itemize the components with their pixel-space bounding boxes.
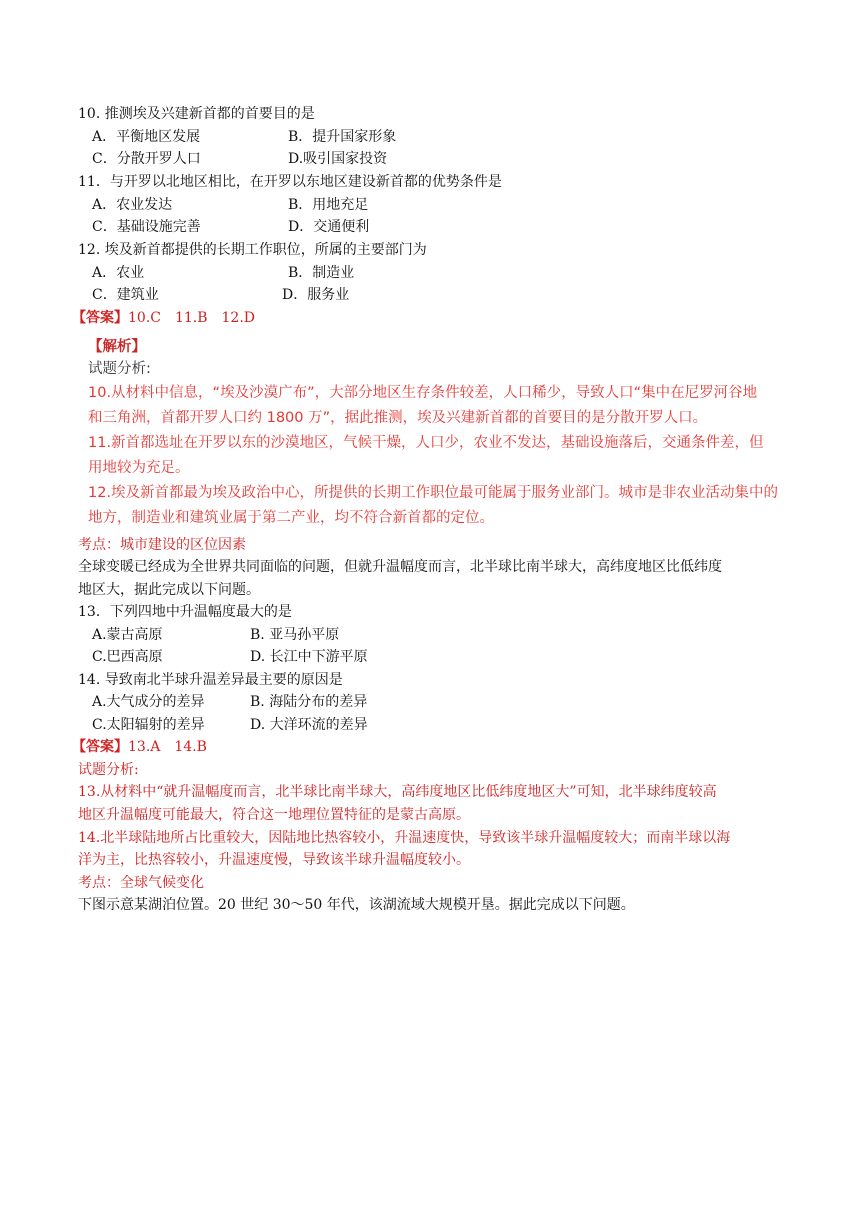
- q14-option-c: C.太阳辐射的差异: [92, 717, 205, 733]
- q12-option-c: C．建筑业: [92, 287, 159, 303]
- answer-label: 【答案】: [72, 739, 128, 755]
- q12-stem: 12. 埃及新首都提供的长期工作职位，所属的主要部门为: [78, 242, 427, 258]
- analysis-line: 和三角洲，首都开罗人口约 1800 万”，据此推测，埃及兴建新首都的首要目的是分散开罗人口。: [88, 410, 708, 426]
- analysis-header: 【解析】: [88, 339, 146, 355]
- answer-value: 13.A 14.B: [128, 739, 207, 755]
- analysis2-line: 地区升温幅度可能最大，符合这一地理位置特征的是蒙古高原。: [78, 807, 470, 823]
- q11-stem: 11．与开罗以北地区相比，在开罗以东地区建设新首都的优势条件是: [78, 174, 502, 190]
- intro2-line-1: 全球变暖已经成为全世界共同面临的问题，但就升温幅度而言，北半球比南半球大，高纬度地区比低纬度: [78, 559, 722, 575]
- q10-option-c: C．分散开罗人口: [92, 151, 201, 167]
- analysis-line: 11.新首都选址在开罗以东的沙漠地区，气候干燥，人口少，农业不发达，基础设施落后，交通条件差，但: [88, 435, 764, 451]
- analysis2-line: 14.北半球陆地所占比重较大，因陆地比热容较小，升温速度快，导致该半球升温幅度较大；而南半球以海: [78, 830, 731, 846]
- q10-stem: 10. 推测埃及兴建新首都的首要目的是: [78, 106, 315, 122]
- analysis-line: 12.埃及新首都最为埃及政治中心，所提供的长期工作职位最可能属于服务业部门。城市是非农业活动集中的: [88, 485, 779, 501]
- q13-option-a: A.蒙古高原: [92, 627, 163, 643]
- analysis2-line: 洋为主，比热容较小，升温速度慢，导致该半球升温幅度较小。: [78, 852, 470, 868]
- intro3-line: 下图示意某湖泊位置。20 世纪 30～50 年代，该湖流域大规模开垦。据此完成以下问题。: [78, 897, 635, 913]
- q11-option-a: A．农业发达: [92, 197, 173, 213]
- q13-stem: 13．下列四地中升温幅度最大的是: [78, 604, 292, 620]
- answer-block-1: [72, 308, 255, 328]
- q14-stem: 14. 导致南北半球升温差异最主要的原因是: [78, 672, 343, 688]
- q13-option-d: D. 长江中下游平原: [250, 649, 368, 665]
- answer-block-2: [72, 737, 207, 757]
- q11-option-c: C．基础设施完善: [92, 219, 201, 235]
- analysis-line: 地方，制造业和建筑业属于第二产业，均不符合新首都的定位。: [88, 510, 494, 526]
- q11-option-b: B．用地充足: [288, 197, 369, 213]
- kaodian-1: 考点：城市建设的区位因素: [78, 537, 246, 553]
- q14-option-d: D. 大洋环流的差异: [250, 717, 368, 733]
- q14-option-a: A.大气成分的差异: [92, 694, 205, 710]
- q12-option-a: A．农业: [92, 265, 145, 281]
- q10-option-a: A．平衡地区发展: [92, 129, 201, 145]
- analysis2-subheader: 试题分析:: [78, 762, 139, 778]
- analysis-line: 10.从材料中信息，“埃及沙漠广布”，大部分地区生存条件较差，人口稀少，导致人口“集中在尼罗河谷地: [88, 385, 758, 401]
- answer-label: 【答案】: [72, 310, 128, 326]
- q11-option-d: D．交通便利: [288, 219, 370, 235]
- q14-option-b: B. 海陆分布的差异: [250, 694, 368, 710]
- analysis-subheader: 试题分析:: [88, 361, 151, 377]
- q12-option-d: D．服务业: [282, 287, 350, 303]
- q12-option-b: B．制造业: [288, 265, 355, 281]
- analysis2-line: 13.从材料中“就升温幅度而言，北半球比南半球大，高纬度地区比低纬度地区大”可知，北半球纬度较高: [78, 784, 717, 800]
- q10-option-b: B．提升国家形象: [288, 129, 397, 145]
- q13-option-b: B. 亚马孙平原: [250, 627, 340, 643]
- intro2-line-2: 地区大，据此完成以下问题。: [78, 582, 260, 598]
- q10-option-d: D.吸引国家投资: [288, 151, 388, 167]
- q13-option-c: C.巴西高原: [92, 649, 163, 665]
- analysis-line: 用地较为充足。: [88, 460, 190, 476]
- analysis-block-1: [86, 336, 806, 528]
- answer-value: 10.C 11.B 12.D: [128, 310, 256, 326]
- kaodian-2: 考点：全球气候变化: [78, 875, 204, 891]
